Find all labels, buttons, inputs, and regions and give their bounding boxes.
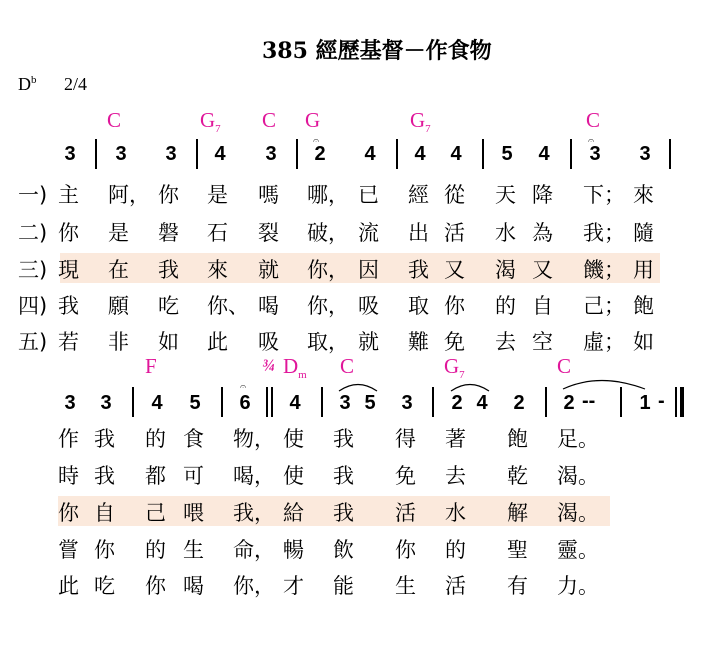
- lyric-char: 空: [532, 330, 553, 354]
- lyric-char: 渴: [495, 258, 516, 282]
- lyric-char: 若: [58, 330, 79, 354]
- lyric-char: 乾: [507, 464, 528, 488]
- lyric-char: 非: [108, 330, 129, 354]
- note: 3: [401, 392, 413, 414]
- chord: C: [107, 108, 122, 132]
- lyric-char: 磐: [158, 221, 179, 245]
- lyric-char: 嗎: [258, 183, 279, 207]
- lyric-char: 己；: [583, 294, 625, 318]
- lyric-char: 你: [145, 574, 166, 598]
- note: 6: [239, 392, 251, 414]
- note: 5: [189, 392, 201, 414]
- lyric-char: 水: [495, 221, 516, 245]
- chord: C: [262, 108, 277, 132]
- note: 2: [314, 143, 326, 165]
- lyric-char: 喝，: [233, 464, 275, 488]
- lyric-char: 已: [358, 183, 379, 207]
- lyric-char: 現: [58, 258, 79, 282]
- lyric-char: 你: [94, 538, 115, 562]
- note: 4: [538, 143, 550, 165]
- note: 3: [100, 392, 112, 414]
- note: 4: [364, 143, 376, 165]
- lyric-char: 如: [158, 330, 179, 354]
- lyric-char: 生: [183, 538, 204, 562]
- lyric-char: 時: [58, 464, 79, 488]
- lyric-char: 出: [408, 221, 429, 245]
- lyric-char: 是: [108, 221, 129, 245]
- lyric-char: 力。: [557, 574, 599, 598]
- lyric-char: 取: [408, 294, 429, 318]
- lyric-char: 自: [532, 294, 553, 318]
- slur: [339, 385, 377, 392]
- lyric-char: 破，: [307, 221, 349, 245]
- lyric-char: 你，: [307, 258, 349, 282]
- dash-hold: -: [658, 390, 665, 412]
- lyric-char: 如: [633, 330, 654, 354]
- note: 3: [639, 143, 651, 165]
- lyric-char: 物，: [233, 427, 275, 451]
- verse-label: 三): [18, 258, 48, 282]
- lyric-char: 從: [444, 183, 465, 207]
- note: 4: [414, 143, 426, 165]
- dash-hold: --: [582, 390, 596, 412]
- chord: F: [145, 354, 157, 378]
- lyric-char: 吃: [94, 574, 115, 598]
- lyric-char: 活: [444, 221, 465, 245]
- lyric-char: 渴。: [557, 501, 599, 525]
- lyric-char: 裂: [258, 221, 279, 245]
- lyric-char: 虛；: [583, 330, 625, 354]
- lyric-char: 自: [94, 501, 115, 525]
- lyric-char: 才: [283, 574, 304, 598]
- lyric-char: 免: [444, 330, 465, 354]
- lyric-char: 使: [283, 464, 304, 488]
- note: 1: [639, 392, 651, 414]
- lyric-char: 己: [145, 501, 166, 525]
- lyric-char: 我: [158, 258, 179, 282]
- lyric-char: 難: [408, 330, 429, 354]
- lyric-char: 活: [445, 574, 466, 598]
- lyric-char: 活: [395, 501, 416, 525]
- lyric-char: 因: [358, 258, 379, 282]
- lyric-char: 可: [183, 464, 204, 488]
- chord: $G_7$: [200, 108, 221, 136]
- note: 2: [513, 392, 525, 414]
- chord: G: [305, 108, 321, 132]
- lyric-char: 你，: [307, 294, 349, 318]
- lyric-char: 的: [145, 427, 166, 451]
- verse-label: 一): [18, 183, 48, 207]
- lyric-char: 流: [358, 221, 379, 245]
- verse-label: 五): [18, 330, 48, 354]
- lyric-char: 此: [58, 574, 79, 598]
- note: 3: [115, 143, 127, 165]
- chord: $G_7$: [410, 108, 431, 136]
- lyric-char: 我: [333, 501, 354, 525]
- lyric-char: 足。: [557, 427, 599, 451]
- lyric-char: 隨: [633, 221, 654, 245]
- lyric-char: 為: [532, 221, 553, 245]
- lyric-char: 你、: [207, 294, 249, 318]
- lyric-char: 吸: [258, 330, 279, 354]
- key-signature: $D^b$: [18, 74, 37, 94]
- chord: C: [340, 354, 355, 378]
- lyric-char: 降: [532, 183, 553, 207]
- lyric-char: 都: [145, 464, 166, 488]
- note: 2: [451, 392, 463, 414]
- lyric-char: 的: [445, 538, 466, 562]
- chord: C: [586, 108, 601, 132]
- verse-label: 二): [18, 221, 48, 245]
- lyric-char: 下；: [583, 183, 625, 207]
- note: 4: [151, 392, 163, 414]
- fermata-icon: 𝄐: [588, 134, 595, 147]
- lyric-char: 你: [395, 538, 416, 562]
- note: 4: [450, 143, 462, 165]
- note: 3: [64, 392, 76, 414]
- tie: [563, 381, 645, 390]
- lyric-char: 來: [633, 183, 654, 207]
- lyric-char: 來: [207, 258, 228, 282]
- note: 5: [501, 143, 513, 165]
- lyric-char: 又: [532, 258, 553, 282]
- lyric-char: 是: [207, 183, 228, 207]
- chord: $G_7$: [444, 354, 465, 382]
- lyric-char: 我: [408, 258, 429, 282]
- time-change: ¾: [262, 356, 275, 375]
- lyric-char: 你: [158, 183, 179, 207]
- lyric-char: 就: [258, 258, 279, 282]
- lyric-char: 能: [333, 574, 354, 598]
- lyric-char: 用: [633, 258, 654, 282]
- note: 2: [563, 392, 575, 414]
- note: 3: [165, 143, 177, 165]
- lyric-char: 你: [444, 294, 465, 318]
- lyric-char: 又: [444, 258, 465, 282]
- lyric-char: 饑；: [583, 258, 625, 282]
- lyric-char: 去: [495, 330, 516, 354]
- lyric-char: 我: [94, 427, 115, 451]
- lyric-char: 給: [283, 501, 304, 525]
- lyric-char: 去: [445, 464, 466, 488]
- lyric-char: 主: [58, 183, 79, 207]
- lyric-char: 水: [445, 501, 466, 525]
- lyric-char: 我，: [233, 501, 275, 525]
- lyric-char: 石: [207, 221, 228, 245]
- lyric-char: 取，: [307, 330, 349, 354]
- lyric-char: 你: [58, 221, 79, 245]
- time-signature: 2/4: [64, 74, 88, 94]
- note: 3: [64, 143, 76, 165]
- lyric-char: 哪，: [307, 183, 349, 207]
- note: 3: [589, 143, 601, 165]
- lyric-char: 命，: [233, 538, 275, 562]
- lyric-char: 你，: [233, 574, 275, 598]
- lyric-char: 願: [108, 294, 129, 318]
- lyric-char: 經: [408, 183, 429, 207]
- note: 5: [364, 392, 376, 414]
- lyric-char: 的: [495, 294, 516, 318]
- fermata-icon: 𝄐: [313, 134, 320, 147]
- fermata-icon: 𝄐: [240, 380, 247, 393]
- note: 4: [214, 143, 226, 165]
- hymn-title: 385 經歷基督－作食物: [262, 38, 492, 64]
- lyric-char: 吃: [158, 294, 179, 318]
- lyric-char: 靈。: [557, 538, 599, 562]
- lyric-char: 阿，: [108, 183, 150, 207]
- lyric-char: 聖: [507, 538, 528, 562]
- lyric-char: 使: [283, 427, 304, 451]
- lyric-char: 解: [507, 501, 528, 525]
- lyric-char: 我: [333, 464, 354, 488]
- lyric-char: 吸: [358, 294, 379, 318]
- lyric-char: 就: [358, 330, 379, 354]
- lyric-char: 生: [395, 574, 416, 598]
- lyric-char: 作: [58, 427, 79, 451]
- lyric-char: 在: [108, 258, 129, 282]
- lyric-char: 免: [395, 464, 416, 488]
- chord: $D_m$: [283, 354, 307, 382]
- lyric-char: 飲: [333, 538, 354, 562]
- lyric-char: 我: [58, 294, 79, 318]
- lyric-char: 你: [58, 501, 79, 525]
- lyric-char: 喝: [183, 574, 204, 598]
- note: 4: [476, 392, 488, 414]
- note: 3: [265, 143, 277, 165]
- lyric-char: 著: [445, 427, 466, 451]
- lyric-char: 我；: [583, 221, 625, 245]
- slur: [451, 385, 489, 392]
- lyric-char: 天: [495, 183, 516, 207]
- lyric-char: 渴。: [557, 464, 599, 488]
- lyric-char: 得: [395, 427, 416, 451]
- lyric-char: 喝: [258, 294, 279, 318]
- lyric-char: 嘗: [58, 538, 79, 562]
- lyric-char: 飽: [633, 294, 654, 318]
- lyric-char: 有: [507, 574, 528, 598]
- lyric-char: 的: [145, 538, 166, 562]
- note: 4: [289, 392, 301, 414]
- verse-label: 四): [18, 294, 48, 318]
- note: 3: [339, 392, 351, 414]
- lyric-char: 暢: [283, 538, 304, 562]
- chord: C: [557, 354, 572, 378]
- lyric-char: 食: [183, 427, 204, 451]
- lyric-char: 我: [333, 427, 354, 451]
- lyric-char: 此: [207, 330, 228, 354]
- lyric-char: 我: [94, 464, 115, 488]
- lyric-char: 飽: [507, 427, 528, 451]
- lyric-char: 喂: [183, 501, 204, 525]
